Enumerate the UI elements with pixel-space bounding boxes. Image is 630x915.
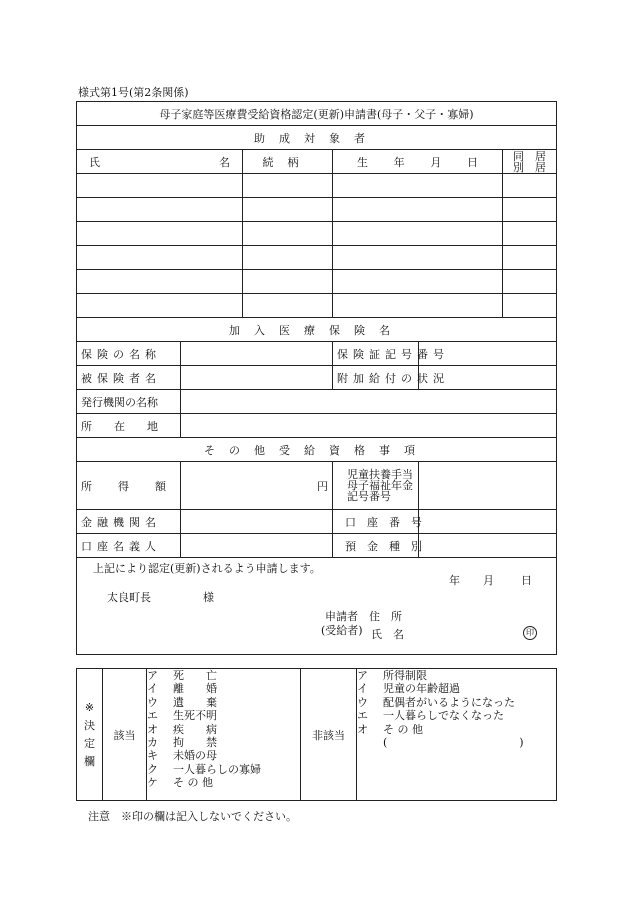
subject-birthdate-cell[interactable] <box>333 246 503 270</box>
subject-name-cell[interactable] <box>77 222 243 246</box>
list-item[interactable]: ウ 遺 棄 <box>147 695 217 709</box>
subject-row[interactable] <box>77 222 557 246</box>
other-heading: その他受給資格事項 <box>77 438 557 462</box>
subject-row[interactable] <box>77 270 557 294</box>
decision-mark: ※ 決 定 欄 <box>77 669 103 801</box>
list-item[interactable]: キ 未婚の母 <box>147 749 217 763</box>
allowance-number-field[interactable] <box>419 462 557 510</box>
list-item[interactable]: ク 一人暮らしの寡婦 <box>147 762 261 776</box>
list-item[interactable]: エ 生死不明 <box>147 709 217 723</box>
subject-relation-cell[interactable] <box>243 222 333 246</box>
subject-birthdate-cell[interactable] <box>333 222 503 246</box>
subject-name-cell[interactable] <box>77 294 243 318</box>
list-item[interactable]: エ 一人暮らしでなくなった <box>357 709 504 723</box>
bank-name-label: 金融機関名 <box>77 510 181 534</box>
subject-birthdate-cell[interactable] <box>333 198 503 222</box>
list-item[interactable]: ウ 配偶者がいるようになった <box>357 695 515 709</box>
subject-name-cell[interactable] <box>77 270 243 294</box>
list-item[interactable]: カ 拘 禁 <box>147 736 217 750</box>
subject-name-cell[interactable] <box>77 174 243 198</box>
insurance-name-field[interactable] <box>181 342 333 366</box>
applicable-label: 該当 <box>103 669 147 801</box>
issuer-field[interactable] <box>181 390 557 414</box>
applicant-name-label: 氏 名 <box>371 628 404 641</box>
address-field[interactable] <box>181 414 557 438</box>
applicable-list <box>147 669 301 801</box>
subject-birthdate-cell[interactable] <box>333 174 503 198</box>
birthdate-column-header: 生 年 月 日 <box>333 150 503 174</box>
form-title: 母子家庭等医療費受給資格認定(更新)申請書(母子・父子・寡婦) <box>77 102 557 126</box>
subject-relation-cell[interactable] <box>243 294 333 318</box>
list-item[interactable]: ア 死 亡 <box>147 669 217 682</box>
subject-relation-cell[interactable] <box>243 246 333 270</box>
address-label: 所在地 <box>81 419 180 433</box>
subject-cohabit-cell[interactable] <box>503 174 557 198</box>
address-label-cell <box>77 414 181 438</box>
subject-cohabit-cell[interactable] <box>503 294 557 318</box>
addressee: 太良町長 <box>107 591 151 604</box>
application-form-table <box>76 101 557 655</box>
subject-row[interactable] <box>77 246 557 270</box>
insured-label: 被保険者名 <box>77 366 181 390</box>
insurance-name-label: 保険の名称 <box>77 342 181 366</box>
additional-benefit-label: 附加給付の状況 <box>333 366 419 390</box>
list-item[interactable]: オ 疾 病 <box>147 722 217 736</box>
subject-cohabit-cell[interactable] <box>503 246 557 270</box>
subject-cohabit-cell[interactable] <box>503 270 557 294</box>
honorific: 様 <box>203 591 214 604</box>
cohabit-column-header: 同 居 別 居 <box>503 150 557 174</box>
not-applicable-list <box>357 669 557 801</box>
subject-relation-cell[interactable] <box>243 198 333 222</box>
account-number-field[interactable] <box>419 510 557 534</box>
subject-row[interactable] <box>77 294 557 318</box>
name-column-header: 氏 名 <box>77 150 243 174</box>
subject-birthdate-cell[interactable] <box>333 294 503 318</box>
subjects-heading: 助成対象者 <box>77 126 557 150</box>
income-label: 所得額 <box>77 462 181 510</box>
cert-number-label: 保険証記号番号 <box>333 342 419 366</box>
subject-row[interactable] <box>77 198 557 222</box>
subjects-header-row <box>77 150 557 174</box>
list-item[interactable]: イ 離 婚 <box>147 682 217 696</box>
seal-icon: 印 <box>523 625 537 640</box>
date-day[interactable]: 日 <box>521 574 532 587</box>
list-item[interactable]: ( ) <box>383 736 524 750</box>
recipient-label: (受給者) <box>321 624 363 637</box>
list-item[interactable]: ア 所得制限 <box>357 669 427 682</box>
declaration-text: 上記により認定(更新)されるよう申請します。 <box>93 562 321 575</box>
insurance-heading: 加入医療保険名 <box>77 318 557 342</box>
list-item[interactable]: ケ そ の 他 <box>147 776 213 790</box>
account-number-label: 口座番号 <box>333 510 419 534</box>
yen-unit: 円 <box>317 479 328 493</box>
subject-cohabit-cell[interactable] <box>503 222 557 246</box>
subject-name-cell[interactable] <box>77 198 243 222</box>
issuer-label: 発行機関の名称 <box>77 390 181 414</box>
income-field[interactable] <box>181 462 333 510</box>
insured-field[interactable] <box>181 366 333 390</box>
subject-birthdate-cell[interactable] <box>333 270 503 294</box>
declaration-section <box>77 558 557 655</box>
allowance-label: 児童扶養手当 母子福祉年金 記号番号 <box>333 462 419 510</box>
subject-row[interactable] <box>77 174 557 198</box>
applicant-label: 申請者 <box>325 610 358 623</box>
decision-table <box>76 668 557 801</box>
account-holder-label: 口座名義人 <box>77 534 181 558</box>
list-item[interactable]: オ そ の 他 <box>357 722 423 736</box>
deposit-type-field[interactable] <box>419 534 557 558</box>
form-number-label: 様式第1号(第2条関係) <box>78 86 189 99</box>
date-month[interactable]: 月 <box>483 574 494 587</box>
subject-name-cell[interactable] <box>77 246 243 270</box>
applicant-address-label: 住 所 <box>369 610 402 623</box>
footer-note: 注意 ※印の欄は記入しないでください。 <box>88 810 297 823</box>
list-item[interactable]: イ 児童の年齢超過 <box>357 682 460 696</box>
account-holder-field[interactable] <box>181 534 333 558</box>
not-applicable-label: 非該当 <box>301 669 357 801</box>
bank-name-field[interactable] <box>181 510 333 534</box>
relation-column-header: 続柄 <box>243 150 333 174</box>
subject-relation-cell[interactable] <box>243 174 333 198</box>
deposit-type-label: 預金種別 <box>333 534 419 558</box>
subject-relation-cell[interactable] <box>243 270 333 294</box>
subject-cohabit-cell[interactable] <box>503 198 557 222</box>
date-year[interactable]: 年 <box>449 574 460 587</box>
